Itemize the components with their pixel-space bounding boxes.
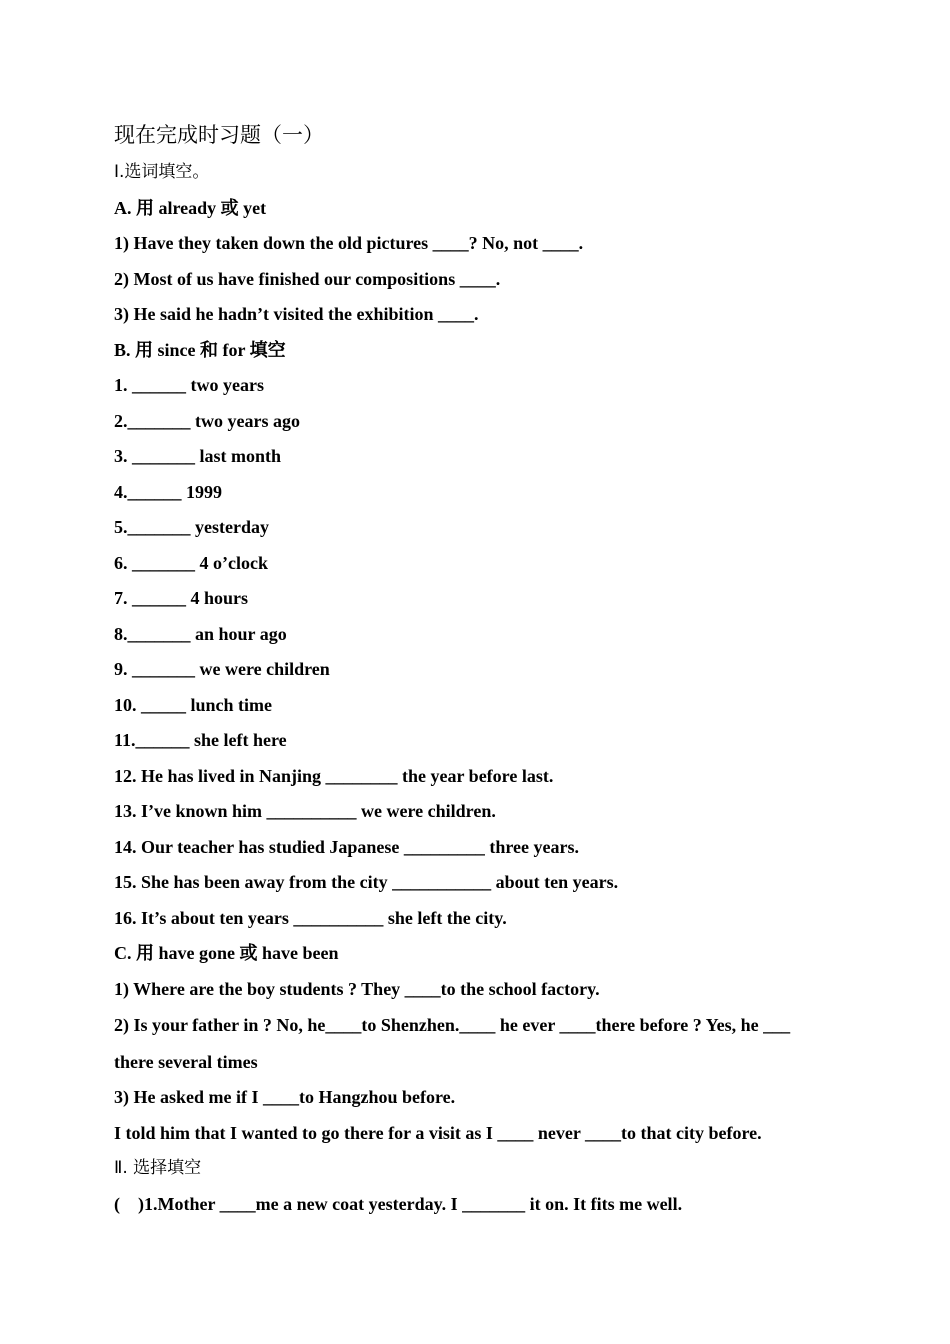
part-b-item-15: 15. She has been away from the city ___________ about ten years. bbox=[114, 872, 619, 892]
part-b-item-9: 9. _______ we were children bbox=[114, 659, 330, 679]
part-b-item-3: 3. _______ last month bbox=[114, 446, 282, 466]
part-b-item-5: 5._______ yesterday bbox=[114, 517, 269, 537]
section-2-item-1: ( )1.Mother ____me a new coat yesterday. I _______ it on. It fits me well. bbox=[114, 1194, 683, 1214]
part-b-item-12: 12. He has lived in Nanjing ________ the year before last. bbox=[114, 766, 554, 786]
part-b-item-8: 8._______ an hour ago bbox=[114, 624, 287, 644]
part-a-item-1: 1) Have they taken down the old pictures ____? No, not ____. bbox=[114, 233, 584, 253]
part-b-item-14: 14. Our teacher has studied Japanese _________ three years. bbox=[114, 837, 579, 857]
part-b-item-11: 11.______ she left here bbox=[114, 730, 287, 750]
part-c-item-2-continued: there several times bbox=[114, 1052, 258, 1072]
part-a-item-2: 2) Most of us have finished our compositions ____. bbox=[114, 269, 501, 289]
part-c-item-3: 3) He asked me if I ____to Hangzhou before. bbox=[114, 1087, 456, 1107]
part-b-item-1: 1. ______ two years bbox=[114, 375, 264, 395]
part-b-item-10: 10. _____ lunch time bbox=[114, 695, 273, 715]
section-2-heading: Ⅱ. 选择填空 bbox=[114, 1158, 202, 1178]
part-b-item-2: 2._______ two years ago bbox=[114, 411, 300, 431]
section-1-heading: Ⅰ.选词填空。 bbox=[114, 162, 210, 182]
part-c-heading: C. 用 have gone 或 have been bbox=[114, 943, 339, 963]
part-b-item-7: 7. ______ 4 hours bbox=[114, 588, 249, 608]
part-b-item-16: 16. It’s about ten years __________ she left the city. bbox=[114, 908, 507, 928]
part-b-heading: B. 用 since 和 for 填空 bbox=[114, 340, 286, 360]
part-b-item-4: 4.______ 1999 bbox=[114, 482, 222, 502]
part-b-item-6: 6. _______ 4 o’clock bbox=[114, 553, 268, 573]
part-b-item-13: 13. I’ve known him __________ we were children. bbox=[114, 801, 496, 821]
part-c-item-2: 2) Is your father in ? No, he____to Shenzhen.____ he ever ____there before ? Yes, he ___ bbox=[114, 1015, 791, 1035]
part-a-item-3: 3) He said he hadn’t visited the exhibition ____. bbox=[114, 304, 479, 324]
page-title: 现在完成时习题（一） bbox=[114, 123, 324, 147]
part-a-heading: A. 用 already 或 yet bbox=[114, 198, 267, 218]
part-c-item-1: 1) Where are the boy students ? They ____to the school factory. bbox=[114, 979, 600, 999]
part-c-item-3-continued: I told him that I wanted to go there for a visit as I ____ never ____to that city before. bbox=[114, 1123, 762, 1143]
